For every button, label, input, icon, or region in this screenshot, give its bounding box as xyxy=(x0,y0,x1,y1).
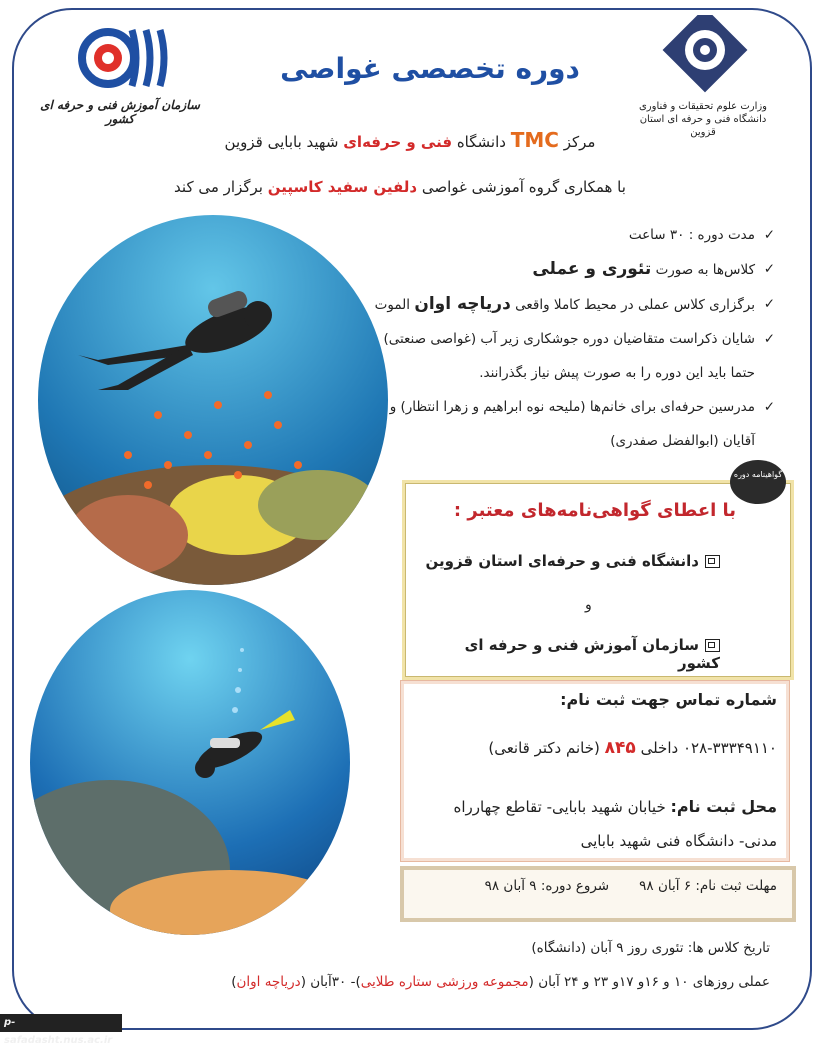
diver-photo-2 xyxy=(30,590,350,935)
intro-red: فنی و حرفه‌ای xyxy=(343,133,453,151)
registration-location: محل ثبت نام: خیابان شهید بابایی- تقاطع چهارراه مدنی- دانشگاه فنی شهید بابایی xyxy=(453,797,777,850)
certificate-icon xyxy=(705,639,720,652)
bullet-location: ✓ برگزاری کلاس عملی در محیط کاملا واقعی دریاچه اوان الموت xyxy=(365,287,775,322)
contact-heading: شماره تماس جهت ثبت نام: xyxy=(560,690,777,709)
certificate-item-1: دانشگاه فنی و حرفه‌ای استان قزوین xyxy=(420,552,720,570)
deadline-text: مهلت ثبت نام: ۶ آبان ۹۸ شروع دوره: ۹ آبان ۹۸ xyxy=(484,878,777,894)
tvto-logo xyxy=(70,20,170,90)
intro-line-2 xyxy=(140,178,660,196)
deadline-box xyxy=(400,866,796,922)
certificate-item-2: سازمان آموزش فنی و حرفه ای کشور xyxy=(464,636,720,672)
diver-illustration-1 xyxy=(38,215,388,585)
diver-photo-1 xyxy=(38,215,388,585)
intro2-post: برگزار می کند xyxy=(174,178,263,196)
contact-phone-line: ۰۲۸-۳۳۳۴۹۱۱۰ داخلی ۸۴۵ (خانم دکتر قانعی) xyxy=(488,738,777,758)
intro2-pre: با همکاری گروه آموزشی غواصی xyxy=(421,178,626,196)
site-watermark: p-safadasht.nus.ac.ir xyxy=(0,1014,122,1032)
intro2-red: دلفین سفید کاسپین xyxy=(267,178,418,196)
certificate-icon xyxy=(705,555,720,568)
intro-mid: دانشگاه xyxy=(456,133,506,151)
diver-illustration-2 xyxy=(30,590,350,935)
certificate-badge: گواهینامه دوره xyxy=(730,460,786,504)
tvu-logo xyxy=(655,15,755,105)
phone-number: ۰۲۸-۳۳۳۴۹۱۱۰ xyxy=(682,739,777,757)
intro-line-1 xyxy=(150,128,670,152)
page-title: دوره تخصصی غواصی xyxy=(280,52,580,85)
bullet-class-type: ✓ کلاس‌ها به صورت تئوری و عملی xyxy=(365,252,775,287)
left-logo-caption: سازمان آموزش فنی و حرفه ای کشور xyxy=(40,98,200,126)
phone-extension: ۸۴۵ xyxy=(604,738,636,758)
tmc-label: TMC xyxy=(510,128,559,152)
right-logo-caption: وزارت علوم تحقیقات و فناوری دانشگاه فنی و حرفه ای استان قزوین xyxy=(638,101,768,138)
bullet-prerequisite: ✓ شایان ذکراست متقاضیان دوره جوشکاری زیر آب (غواصی صنعتی) حتما باید این دوره را به صورت پیش نیاز بگذرانند. xyxy=(365,322,775,390)
certificate-title: با اعطای گواهی‌نامه‌های معتبر : xyxy=(453,500,737,521)
class-dates-practical: عملی روزهای ۱۰ و ۱۶و ۱۷و ۲۳ و ۲۴ آبان (مجموعه ورزشی ستاره طلایی)- ۳۰آبان (دریاچه اوان) xyxy=(231,974,770,990)
bullet-duration: ✓ مدت دوره : ۳۰ ساعت xyxy=(365,218,775,252)
class-dates-theory: تاریخ کلاس ها: تئوری روز ۹ آبان (دانشگاه) xyxy=(531,940,770,956)
bullet-instructors: ✓ مدرسین حرفه‌ای برای خانم‌ها (ملیحه نوه ابراهیم و زهرا انتظار) و آقایان (ابوالفضل صفدری) xyxy=(365,390,775,458)
intro-pre: مرکز xyxy=(563,133,596,151)
course-bullets xyxy=(365,218,775,458)
certificate-and: و xyxy=(585,597,592,613)
intro-post: شهید بابایی قزوین xyxy=(224,133,339,151)
